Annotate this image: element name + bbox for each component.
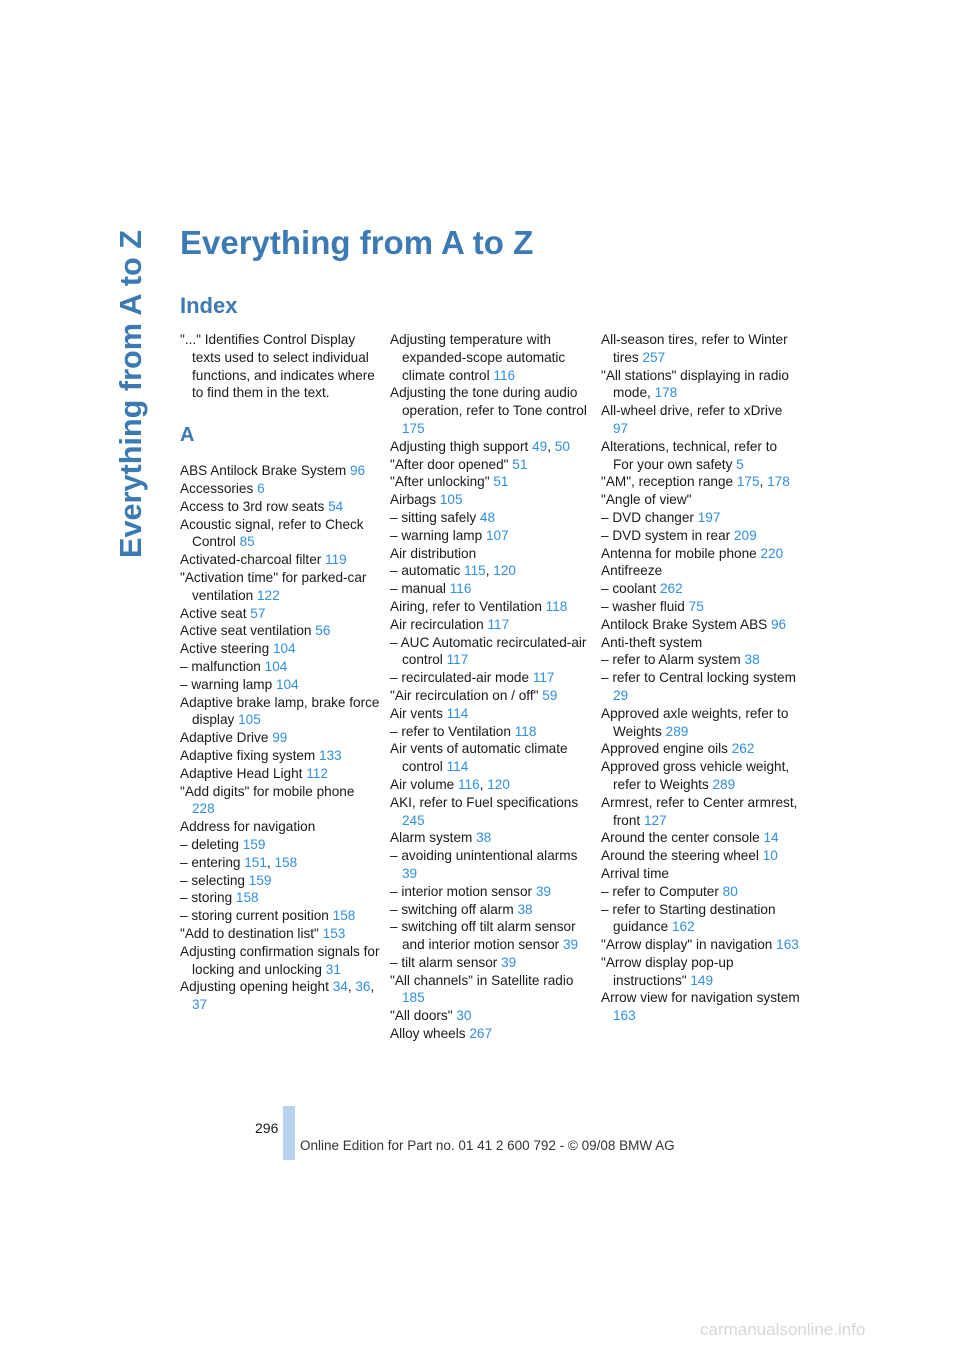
side-title (112, 230, 152, 560)
index-entry (180, 605, 380, 623)
page-link[interactable]: 99 (272, 730, 288, 746)
index-entry (390, 527, 590, 545)
page-link[interactable]: 267 (469, 1026, 493, 1042)
page-link[interactable]: 289 (665, 723, 689, 739)
page-link[interactable]: 220 (760, 545, 784, 561)
page-link[interactable]: 105 (238, 712, 261, 728)
index-entry (601, 509, 801, 527)
footer-text: Online Edition for Part no. 01 41 2 600 792 - © 09/08 BMW AG (300, 1138, 675, 1153)
index-entry (180, 516, 380, 552)
page-link[interactable]: 133 (319, 747, 342, 763)
page-link[interactable]: 50 (554, 438, 570, 454)
index-entry-text: Airing, refer to Ventilation (390, 598, 542, 614)
index-entry-text: AKI, refer to Fuel specifications (390, 794, 579, 810)
page-link[interactable]: 112 (306, 765, 328, 781)
index-entry-text: Adaptive fixing system (180, 747, 316, 763)
index-entry-text: Adaptive brake lamp, brake force display (180, 694, 380, 728)
index-entry: Adjusting opening height 34, 36, 37 (180, 979, 375, 1013)
entry-list (601, 331, 801, 1025)
index-entry-text: "All stations" displaying in radio mode, (601, 367, 789, 401)
index-entry (390, 901, 590, 919)
index-entry-text: Approved gross vehicle weight, refer to Weights (601, 759, 790, 792)
page-title: Everything from A to Z (180, 224, 534, 261)
index-entry-text: Accessories (180, 480, 254, 496)
index-entry (180, 872, 380, 890)
index-entry (601, 562, 801, 580)
page-link[interactable]: 197 (697, 509, 721, 525)
index-entry (180, 658, 380, 676)
index-entry-text: Adjusting thigh support (390, 438, 529, 454)
page-link[interactable]: 34 (332, 979, 348, 995)
index-entry-text: Adjusting opening height (180, 979, 329, 995)
index-entry: Adjusting thigh support 49, 50 (390, 438, 570, 454)
index-entry (390, 705, 590, 723)
index-entry (180, 498, 380, 516)
index-entry (601, 989, 801, 1025)
index-entry (390, 918, 590, 954)
page-number: 296 (255, 1120, 279, 1136)
page-link[interactable]: 118 (514, 723, 537, 739)
page-link[interactable]: 115 (464, 563, 486, 579)
index-entry (601, 847, 801, 865)
index-entry-text: "All doors" (390, 1008, 453, 1024)
index-entry-text: All-season tires, refer to Winter tires (601, 332, 788, 365)
index-entry-text: Alterations, technical, refer to For your own safety (601, 438, 778, 472)
index-entry-text: – DVD changer (601, 509, 694, 525)
page-link[interactable]: 39 (562, 937, 579, 953)
page-link[interactable]: 5 (736, 456, 744, 472)
index-entry-text: – deleting (180, 836, 239, 852)
index-entry (601, 794, 801, 830)
page-link[interactable]: 14 (763, 830, 779, 846)
page-link[interactable]: 117 (446, 652, 469, 668)
index-entry (180, 480, 380, 498)
index-entry-text: – refer to Ventilation (390, 723, 511, 739)
index-entry (390, 580, 590, 598)
index-entry-text: Air vents of automatic climate control (390, 741, 568, 775)
page-link[interactable]: 96 (350, 463, 366, 479)
letter-heading: A (180, 424, 195, 447)
index-entry (390, 723, 590, 741)
index-entry (601, 331, 801, 367)
index-entry (390, 1007, 590, 1025)
index-entry-text: Airbags (390, 492, 437, 508)
page-link[interactable]: 39 (501, 954, 517, 970)
page-link[interactable]: 10 (762, 848, 778, 864)
index-entry-text: "Angle of view" (601, 492, 692, 508)
index-entry (601, 527, 801, 545)
page-link[interactable]: 38 (517, 901, 533, 917)
index-entry-text: – automatic (390, 563, 461, 579)
entry-list (390, 331, 590, 1043)
page-link[interactable]: 117 (487, 616, 510, 632)
index-entry-text: Alloy wheels (390, 1026, 466, 1042)
index-entry-text: Address for navigation (180, 819, 316, 835)
page-link[interactable]: 116 (493, 367, 516, 383)
index-column-1 (180, 331, 380, 1014)
index-entry-text: Air distribution (390, 545, 477, 561)
index-entry-text: – selecting (180, 872, 245, 888)
index-entry (180, 818, 380, 836)
index-entry-text: "After door opened" (390, 456, 509, 472)
page-link[interactable]: 97 (613, 420, 629, 436)
index-entry (601, 491, 801, 509)
index-entry-text: – AUC Automatic recirculated-air control (390, 634, 587, 668)
index-entry (390, 847, 590, 883)
index-entry-text: Access to 3rd row seats (180, 498, 325, 514)
page-link[interactable]: 178 (767, 474, 790, 490)
index-entry-text: Adjusting temperature with expanded-scope automatic climate control (390, 332, 566, 383)
index-entry (180, 889, 380, 907)
page-link[interactable]: 51 (512, 456, 528, 472)
index-entry (601, 758, 801, 794)
footer-bar (283, 1106, 295, 1160)
index-entry (390, 669, 590, 687)
page-link[interactable]: 38 (476, 830, 492, 846)
page-link[interactable]: 59 (542, 687, 558, 703)
index-entry (601, 883, 801, 901)
index-entry (180, 694, 380, 730)
index-entry-text: – refer to Central locking system (601, 670, 796, 686)
page-link[interactable]: 153 (322, 925, 346, 941)
index-entry (601, 954, 801, 990)
index-entry-text: Around the steering wheel (601, 848, 759, 864)
page-link[interactable]: 158 (332, 908, 356, 924)
page-link[interactable]: 104 (272, 641, 296, 657)
page-link[interactable]: 39 (402, 865, 418, 881)
page-link[interactable]: 51 (493, 474, 509, 490)
index-entry (180, 783, 380, 819)
index-entry (180, 729, 380, 747)
page-link[interactable]: 119 (325, 552, 347, 568)
index-entry-text: – warning lamp (180, 676, 273, 692)
index-entry (180, 622, 380, 640)
page-link[interactable]: 36 (355, 979, 371, 995)
page-link[interactable]: 29 (613, 687, 629, 703)
index-entry-text: Antifreeze (601, 563, 663, 579)
index-entry (390, 634, 590, 670)
index-entry-text: – warning lamp (390, 527, 483, 543)
page-link[interactable]: 104 (264, 658, 288, 674)
page-link[interactable]: 117 (532, 670, 555, 686)
index-entry-text: – refer to Computer (601, 883, 719, 899)
page-link[interactable]: 158 (235, 890, 259, 906)
index-entry (180, 569, 380, 605)
index-entry (390, 616, 590, 634)
index-entry (601, 634, 801, 652)
index-entry (601, 438, 801, 474)
page-link[interactable]: 151 (244, 854, 267, 870)
index-entry-text: Adaptive Head Light (180, 765, 303, 781)
index-entry (390, 491, 590, 509)
index-entry (180, 907, 380, 925)
index-entry-text: – sitting safely (390, 509, 477, 525)
index-entry: "AM", reception range 175, 178 (601, 474, 790, 490)
index-entry (180, 551, 380, 569)
page-link[interactable]: 116 (458, 776, 480, 792)
index-entry-text: "Air recirculation on / off" (390, 687, 539, 703)
index-entry-text: All-wheel drive, refer to xDrive (601, 403, 783, 419)
page-link[interactable]: 120 (487, 776, 510, 792)
page-link[interactable]: 185 (402, 990, 425, 1006)
index-entry-text: – washer fluid (601, 598, 685, 614)
page-link[interactable]: 257 (642, 349, 666, 365)
page-link[interactable]: 163 (776, 937, 799, 953)
page-link[interactable]: 31 (325, 961, 341, 977)
index-entry-text: – refer to Alarm system (601, 652, 741, 668)
page-link[interactable]: 85 (239, 534, 255, 550)
index-entry-text: – malfunction (180, 658, 261, 674)
index-entry (180, 462, 380, 480)
index-entry (601, 616, 801, 634)
index-column-3 (601, 331, 801, 1025)
index-entry (390, 509, 590, 527)
page-link[interactable]: 159 (248, 872, 272, 888)
index-entry: – entering 151, 158 (180, 854, 298, 870)
index-entry-text: – avoiding unintentional alarms (390, 848, 578, 864)
index-entry (180, 765, 380, 783)
index-entry (390, 598, 590, 616)
index-entry (180, 943, 380, 979)
page-link[interactable]: 262 (731, 741, 755, 757)
index-entry (390, 954, 590, 972)
page-link[interactable]: 37 (192, 997, 208, 1013)
page-link[interactable]: 162 (671, 919, 695, 935)
index-entry-text: – DVD system in rear (601, 527, 731, 543)
index-entry-text: Active steering (180, 641, 270, 657)
index-entry (180, 925, 380, 943)
page-link[interactable]: 96 (771, 616, 787, 632)
page-link[interactable]: 209 (733, 527, 757, 543)
index-entry (390, 687, 590, 705)
index-entry-text: "Add digits" for mobile phone (180, 783, 355, 799)
index-entry (601, 580, 801, 598)
index-entry-text: Activated-charcoal filter (180, 552, 322, 568)
index-entry-text: – coolant (601, 581, 657, 597)
index-entry (601, 669, 801, 705)
page-link[interactable]: 48 (479, 509, 496, 525)
index-entry-text: Adjusting the tone during audio operation, refer to Tone control (390, 385, 587, 419)
index-entry-text: – switching off alarm (390, 901, 514, 917)
page-link[interactable]: 114 (446, 759, 469, 775)
index-entry-text: – tilt alarm sensor (390, 954, 498, 970)
index-entry-text: Armrest, refer to Center armrest, front (601, 794, 798, 828)
index-entry-text: Air volume (390, 776, 455, 792)
index-entry-text: Alarm system (390, 830, 473, 846)
index-entry (601, 598, 801, 616)
index-entry-text: Arrow view for navigation system (601, 990, 800, 1006)
index-entry (601, 402, 801, 438)
index-entry (601, 651, 801, 669)
page-link[interactable]: 116 (449, 581, 472, 597)
index-entry-text: – storing (180, 890, 233, 906)
page-link[interactable]: 118 (545, 598, 568, 614)
page-link[interactable]: 262 (659, 581, 683, 597)
index-entry-text: Arrival time (601, 865, 669, 881)
index-entry-text: "AM", reception range (601, 474, 734, 490)
index-entry-text: – storing current position (180, 908, 329, 924)
page-link[interactable]: 30 (456, 1008, 472, 1024)
index-entry-text: – entering (180, 854, 241, 870)
index-entry-text: Air vents (390, 705, 443, 721)
page-link[interactable]: 245 (402, 812, 425, 828)
index-entry-text: "Arrow display" in navigation (601, 937, 773, 953)
index-entry-text: Anti-theft system (601, 634, 703, 650)
page-link[interactable]: 56 (315, 623, 331, 639)
index-entry (390, 456, 590, 474)
index-entry (601, 367, 801, 403)
page-link[interactable]: 158 (274, 854, 298, 870)
index-entry: Air volume 116, 120 (390, 776, 510, 792)
index-entry (601, 829, 801, 847)
page-link[interactable]: 6 (257, 480, 265, 496)
index-entry-text: Adaptive Drive (180, 730, 269, 746)
watermark: carmanualsonline.info (700, 1320, 866, 1339)
index-entry-text: Antilock Brake System ABS (601, 616, 768, 632)
index-entry-text: ABS Antilock Brake System (180, 463, 347, 479)
section-title: Index (180, 293, 238, 318)
page-link[interactable]: 289 (712, 776, 736, 792)
index-entry-text: – recirculated-air mode (390, 670, 530, 686)
index-entry: – automatic 115, 120 (390, 563, 516, 579)
index-entry-text: Active seat (180, 605, 247, 621)
index-entry (180, 676, 380, 694)
index-entry-text: "Activation time" for parked-car ventilation (180, 569, 367, 603)
index-entry-text: – manual (390, 581, 446, 597)
page-link[interactable]: 39 (535, 883, 551, 899)
index-entry (390, 384, 590, 437)
page-link[interactable]: 175 (736, 474, 760, 490)
index-entry (390, 794, 590, 830)
page-link[interactable]: 80 (722, 883, 738, 899)
page-link[interactable]: 104 (275, 676, 299, 692)
index-entry (180, 747, 380, 765)
index-entry (390, 331, 590, 384)
page-link[interactable]: 149 (690, 972, 714, 988)
page-link[interactable]: 122 (257, 587, 280, 603)
index-entry (390, 883, 590, 901)
index-entry (390, 740, 590, 776)
index-entry (390, 545, 590, 563)
index-entry (601, 865, 801, 883)
index-entry (390, 473, 590, 491)
entry-list (180, 462, 380, 1014)
page-link[interactable]: 105 (439, 492, 463, 508)
index-entry-text: – refer to Starting destination guidance (601, 901, 776, 935)
index-column-2 (390, 331, 590, 1043)
index-entry-text: "All channels" in Satellite radio (390, 972, 574, 988)
page-link[interactable]: 54 (328, 498, 344, 514)
page-link[interactable]: 38 (744, 652, 760, 668)
index-entry (601, 936, 801, 954)
page-link[interactable]: 163 (613, 1008, 636, 1024)
index-entry (601, 740, 801, 758)
side-title-text: Everything from A to Z (113, 230, 148, 558)
index-entry-text: Around the center console (601, 830, 760, 846)
index-entry-text: Approved axle weights, refer to Weights (601, 705, 789, 739)
page-link[interactable]: 114 (446, 705, 469, 721)
index-entry (180, 640, 380, 658)
index-entry-text: – interior motion sensor (390, 883, 533, 899)
index-entry-text: "After unlocking" (390, 474, 490, 490)
page-link[interactable]: 49 (532, 438, 548, 454)
index-entry (601, 545, 801, 563)
index-entry (390, 972, 590, 1008)
page-link[interactable]: 178 (654, 385, 678, 401)
page-link[interactable]: 57 (250, 605, 266, 621)
index-entry (390, 829, 590, 847)
page-link[interactable]: 159 (242, 836, 266, 852)
index-entry-text: "Add to destination list" (180, 925, 319, 941)
index-entry-text: Approved engine oils (601, 741, 728, 757)
index-entry-text: Active seat ventilation (180, 623, 312, 639)
page-link[interactable]: 127 (643, 812, 667, 828)
index-entry-text: Acoustic signal, refer to Check Control (180, 516, 364, 550)
index-entry (180, 836, 380, 854)
index-entry-text: Antenna for mobile phone (601, 545, 757, 561)
index-entry (601, 705, 801, 741)
index-entry (390, 1025, 590, 1043)
index-entry-text: Air recirculation (390, 616, 484, 632)
index-entry (601, 901, 801, 937)
page-link[interactable]: 175 (402, 420, 425, 436)
page-link[interactable]: 120 (493, 563, 516, 579)
intro-text: "..." Identifies Control Display texts used to select individual functions, and indicates where to find them in the text. (180, 332, 375, 401)
index-entry-text: – switching off tilt alarm sensor and interior motion sensor (390, 919, 576, 953)
index-entry-text: Adjusting confirmation signals for locking and unlocking (180, 943, 380, 977)
index-entry-text: "Arrow display pop-up instructions" (601, 954, 734, 988)
page-link[interactable]: 75 (688, 598, 704, 614)
page-link[interactable]: 107 (485, 527, 509, 543)
page-link[interactable]: 228 (192, 801, 215, 817)
